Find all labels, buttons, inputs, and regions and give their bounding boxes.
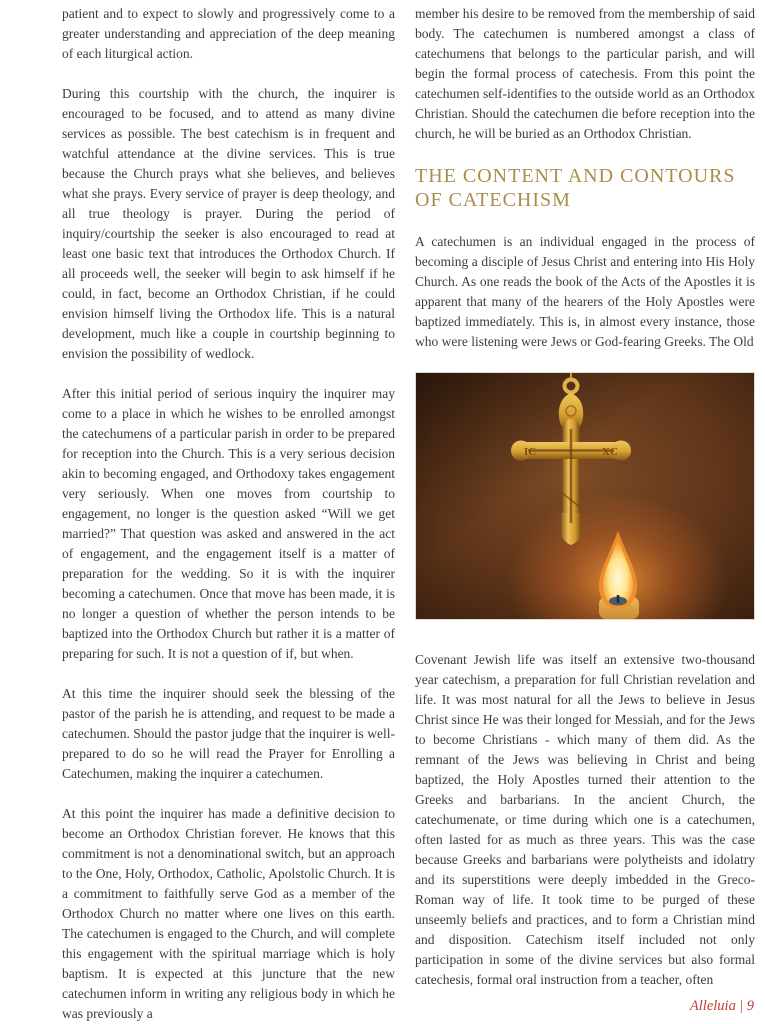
cross-inscription-xc: XC [602,446,618,458]
paragraph: Covenant Jewish life was itself an extensive two-thousand year catechism, a preparation for full Christian revelation and life. It was most natural for all the Jews to believe in Jesus Christ since He was their longed for Messiah, and for the Jews to become Christians - which many of them did. As the remnant of the Jews was believing in Christ and being baptized, the Holy Apostles turned their attention to the Greeks and barbarians. In the ancient Church, the catechumenate, or time during which one is a catechumen, often lasted for as much as three years. This was the case because Greeks and barbarians were polytheists and idolatry and its superstitions were deeply imbedded in the Greco-Roman way of life. It took time to be purged of these unseemly beliefs and practices, and to form a Christian mind and disposition. Catechism itself included not only participation in some of the divine services but also formal catechesis, formal oral instruction from a teacher, often [415,652,755,987]
paragraph: member his desire to be removed from the membership of said body. The catechumen is numbered amongst a class of catechumens that belongs to the particular parish, and will begin the formal process of catechesis. From this point the catechumen self-identifies to the outside world as an Orthodox Christian. Should the catechumen die before reception into the church, he will be buried as an Orthodox Christian. [415,6,755,141]
cross-candle-photo-art [416,373,754,619]
right-column [415,0,755,1024]
footer-separator: | [739,998,743,1014]
cross-candle-photo [415,372,755,620]
paragraph: patient and to expect to slowly and progressively come to a greater understanding and appreciation of the deep meaning of each liturgical action. [62,6,395,61]
paragraph: At this time the inquirer should seek the blessing of the pastor of the parish he is attending, and request to be made a catechumen. Should the pastor judge that the inquirer is well-prepared to do so he will read the Prayer for Enrolling a Catechumen, making the inquirer a catechumen. [62,686,395,781]
section-heading: THE CONTENT AND CONTOURS OF CATECHISM [415,165,736,211]
paragraph: A catechumen is an individual engaged in the process of becoming a disciple of Jesus Christ and entering into His Holy Church. As one reads the book of the Acts of the Apostles it is apparent that many of the hearers of the Holy Apostles were baptized immediately. This is, in almost every instance, those who were listening were Jews or God-fearing Greeks. The Old [415,234,755,349]
page-footer [690,997,754,1015]
paragraph: During this courtship with the church, the inquirer is encouraged to be focused, and to attend as many divine services as possible. The best catechism is in frequent and watchful attendance at the divine services. This is true because the Church prays what she believes, and believes what she prays. Every service of prayer is deep theology, and all true theology is prayer. During the period of inquiry/courtship the seeker is also encouraged to read at least one basic text that introduces the Orthodox Church. If all proceeds well, the seeker will begin to ask himself if he could, in fact, become an Orthodox Christian, if he could envision himself living the Orthodox life. This is a natural development, much like a couple in courtship beginning to envision the possibility of wedlock. [62,86,395,361]
left-column [62,0,395,1024]
paragraph: After this initial period of serious inquiry the inquirer may come to a place in which he wishes to be enrolled amongst the catechumens of a particular parish in order to be prepared for reception into the Church. This is a very serious decision akin to becoming engaged, and Orthodoxy takes engagement very seriously. When one moves from courtship to engagement, no longer is the question asked “Will we get married?” That question was asked and answered in the act of engagement, and the engagement itself is a matter of preparation for the wedding. So it is with the inquirer becoming a catechumen. Once that move has been made, it is no longer a question of whether the person intends to be baptized into the Orthodox Church but rather it is a matter of preparing for such. It is not a question of if, but when. [62,386,395,661]
page-number: 9 [746,998,754,1014]
journal-title: Alleluia [689,998,736,1014]
two-column-text-block [62,0,755,1024]
cross-inscription-ic: IC [524,446,537,458]
paragraph: At this point the inquirer has made a definitive decision to become an Orthodox Christian forever. He knows that this commitment is not a denominational switch, but an approach to the One, Holy, Orthodox, Catholic, Apolstolic Church. It is a commitment to faithfully serve God as a member of the Orthodox Church no matter where one lives on this earth. The catechumen is engaged to the Church, and will complete this engagement with the spiritual marriage which is holy baptism. It is expected at this juncture that the new catechumen inform in writing any religious body in which he was previously a [62,806,395,1021]
